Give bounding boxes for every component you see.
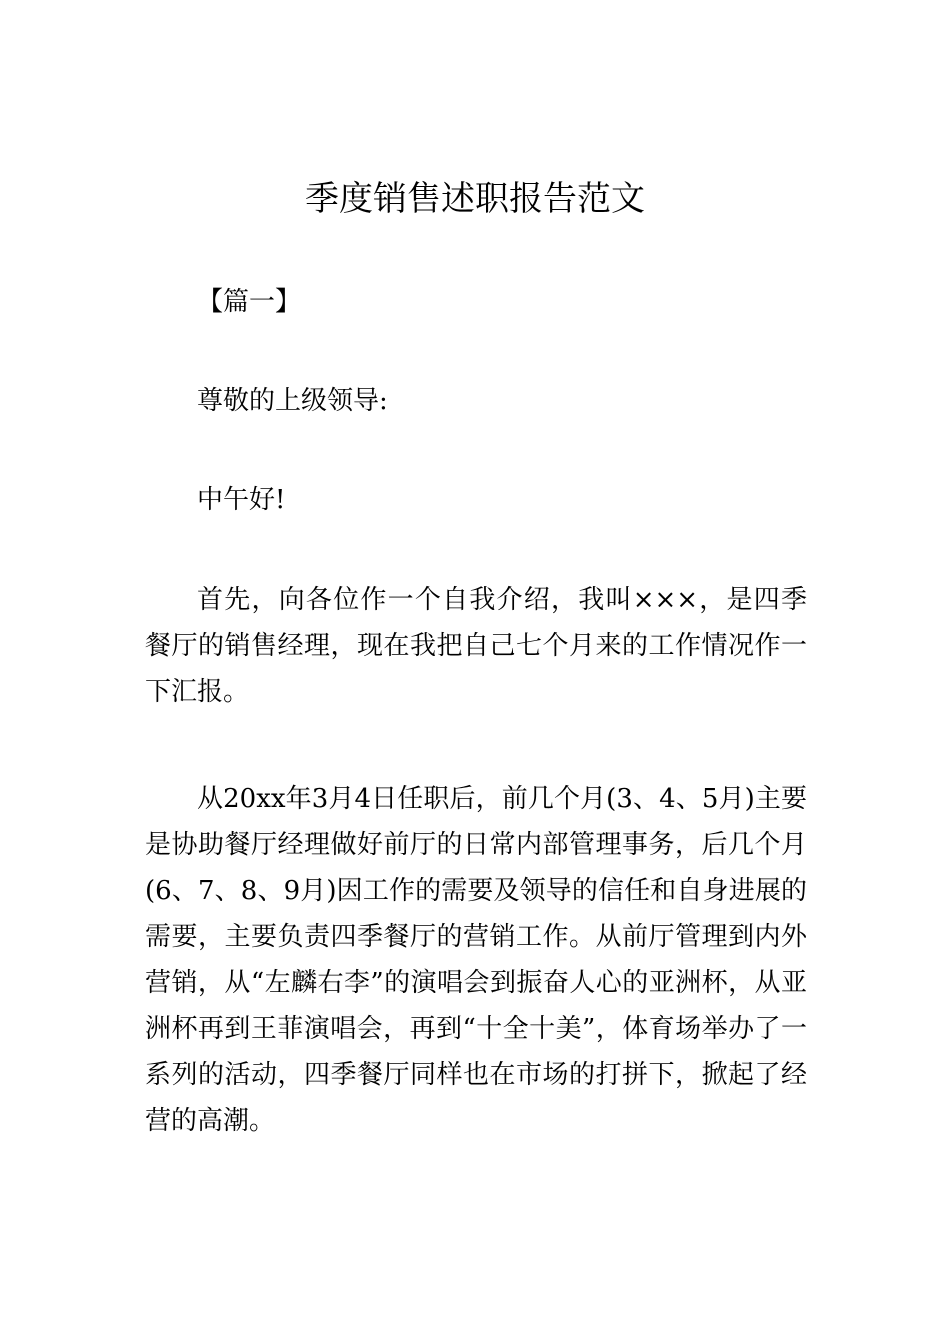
section-heading: 【篇一】 xyxy=(197,287,302,317)
document-title: 季度销售述职报告范文 xyxy=(305,179,645,219)
salutation: 尊敬的上级领导: xyxy=(197,386,388,416)
body-paragraph-intro: 首先，向各位作一个自我介绍，我叫×××，是四季餐厅的销售经理，现在我把自己七个月来的工作情况作一下汇报。 xyxy=(145,585,807,707)
greeting: 中午好! xyxy=(197,485,286,515)
body-paragraph-work-history: 从20xx年3月4日任职后，前几个月(3、4、5月)主要是协助餐厅经理做好前厅的日常内部管理事务，后几个月(6、7、8、9月)因工作的需要及领导的信任和自身进展的需要，主要负责四季餐厅的营销工作。从前厅管理到内外营销，从“左麟右李”的演唱会到振奋人心的亚洲杯，从亚洲杯再到王菲演唱会，再到“十全十美”，体育场举办了一系列的活动，四季餐厅同样也在市场的打拼下，掀起了经营的高潮。 xyxy=(145,784,807,1136)
